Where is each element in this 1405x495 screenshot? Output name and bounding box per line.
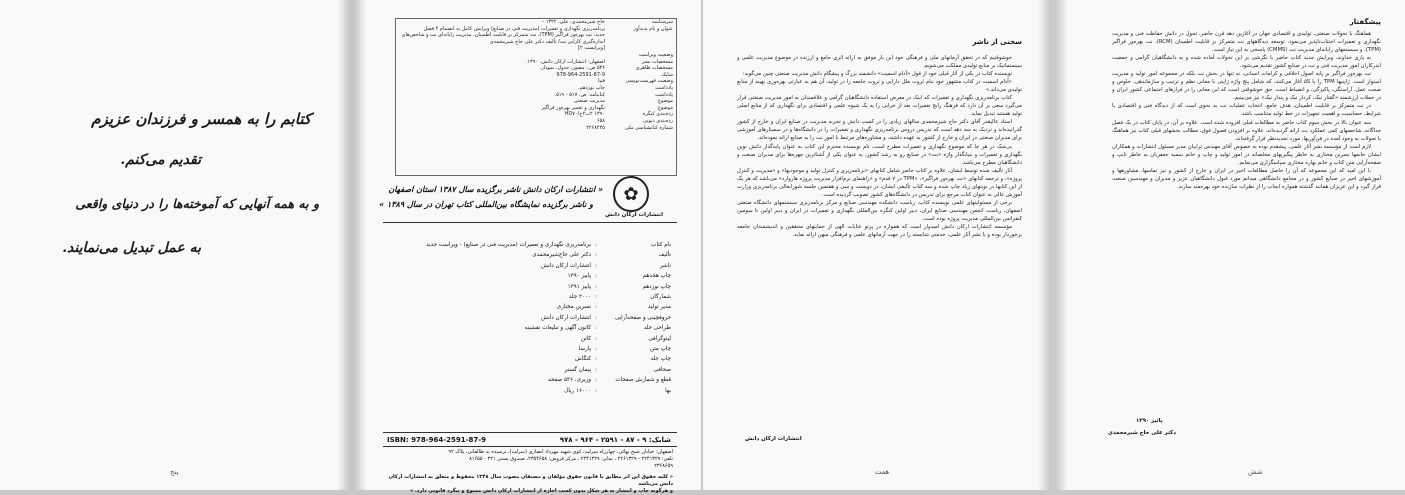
spec-key: چاپ هجدهم	[642, 273, 671, 280]
cip-key: موضوع	[657, 98, 673, 105]
cip-row	[396, 72, 676, 79]
dedication-line: کتابم را به همسر و فرزندان عزیزم	[91, 110, 311, 128]
cip-value: اصفهان: انتشارات ارکان دانش، ۱۳۹۰.	[525, 58, 605, 65]
cip-value: ۱۳۹۰ ۲ب۲ح/HD۷۰	[564, 111, 605, 118]
paragraph: بی‌شک در هر جا که موضوع نگهداری و تعمیرات مطرح است، نام نویسنده محترم این کتاب به عنوان پایه‌گذار دانش نوین نگهداری و تعمیرات و بنیانگذار واژه «نت» در صنایع رو به رشد کشور، به عنوان یکی از آشناترین چهره‌ها برای مدیران صنعت و دانشگاهیان مطرح می‌باشد.	[737, 143, 1022, 166]
section-title: پیشگفتار	[1349, 18, 1381, 26]
spec-key: چاپ جلد	[650, 356, 671, 363]
paragraph: مؤسسه انتشارات ارکان دانش امیدوار است که همواره در پرتو عنایات الهی از حمایتهای محققین و اندیشمندان جامعه برخوردار بوده و با نشر آثار علمی، خدمتی شایسته را در جهت آرمانهای علمی و فرهنگی میهن ارائه نماید.	[737, 223, 1022, 239]
paragraph: با این امید که این مجموعه که آن را حاصل مطالعات اخیر در ایران و خارج از کشور و نیز تماسها، مشاورهها و آموزشهای اخیر در صنایع کشور و در مجامع دانشگاهی میدانم مورد قبول دانشگاهیان عزیز و مدیران و مهندسین صنعت قرار گیرد و این عزیزان همانند گذشته همواره ایجاب را از نظرات سازنده خود بهره‌مند سازند.	[1112, 167, 1381, 190]
cip-key: عنوان و نام پدیدآور	[633, 25, 673, 32]
spec-value: پارسا	[578, 346, 591, 353]
spec-row	[399, 302, 671, 312]
cip-value: چاپ نوزدهم.	[577, 84, 605, 91]
paragraph: کتاب برنامه‌ریزی نگهداری و تعمیرات که اینک در معرض استفاده دانشگاهیان گرامی و علاقمندان به امور مدیریت صنعتی قرار می‌گیرد سعی بر آن دارد که فرهنگ رایج تعمیرات بعد از خرابی را به یک شیوه علمی و اقتصادی برای نگهداری که از منابع اصلی تولید هستند تبدیل نماید.	[737, 95, 1022, 118]
paragraph: «آدام اسمیت در کتاب مشهور خود بنام ثروت ملل دارایی و ثروت جامعه را در تولید، آن هم به عبارتی بهره‌وری بهینه از منابع تولیدی می‌داند.»	[737, 79, 1022, 94]
spec-colon: :	[595, 346, 597, 353]
cip-key: وضعیت ویراست	[638, 51, 673, 58]
dedication-line: به عمل تبدیل می‌نمایند.	[62, 240, 201, 256]
spec-key: مدیر تولید	[647, 304, 671, 311]
book-specs-table	[399, 240, 671, 396]
cip-key: مشخصات ظاهری	[635, 65, 673, 72]
cip-catalog-box	[395, 18, 677, 176]
spec-value: انتشارات ارکان دانش	[540, 262, 591, 269]
spec-value: کانون آگهی و تبلیغات نقشینه	[524, 325, 591, 332]
spec-key: تألیف	[658, 252, 671, 259]
spec-key: حروفچینی و صفحه‌آرایی	[614, 314, 671, 321]
cip-key: شابک	[661, 71, 673, 78]
cip-row	[396, 32, 676, 39]
award-line: « انتشارات ارکان دانش ناشر برگزیده سال ۱۳۸۷ استان اصفهان	[388, 184, 603, 194]
spec-colon: :	[595, 377, 597, 384]
cip-row	[396, 45, 676, 52]
cip-key: شماره کتابشناسی ملی	[625, 124, 673, 131]
spec-value: پیمان گستر	[564, 366, 591, 373]
publisher-address	[383, 449, 673, 470]
preface-date: پائیز ۱۳۹۰	[1136, 418, 1163, 424]
cip-value: کتابنامه: ص. ۵۱۷ - ۵۱۹.	[554, 91, 605, 98]
spec-key: صحافی	[653, 366, 671, 373]
spec-row	[399, 250, 671, 260]
spec-key: نام کتاب	[651, 242, 671, 248]
copyright-notice	[383, 474, 673, 495]
page-fold-shadow	[1038, 0, 1052, 490]
cip-value: مدیریت صنعتی	[573, 98, 605, 105]
divider	[383, 222, 677, 223]
spec-colon: :	[595, 273, 597, 280]
cip-key: موضوع	[657, 104, 673, 111]
cip-value: ۶۵۸	[596, 117, 605, 124]
page-fold-shadow	[353, 0, 367, 490]
divider	[383, 432, 677, 433]
spec-colon: :	[595, 356, 597, 363]
cip-key: رده‌بندی دیویی	[642, 117, 673, 124]
spec-value: ۱۶۰۰۰ ریال	[564, 387, 591, 394]
spec-row	[399, 386, 671, 396]
spec-value: برنامه‌ریزی نگهداری و تعمیرات (مدیریت فنی در صنایع) - ویراست جدید	[426, 242, 591, 248]
page-number: هفت	[875, 468, 890, 476]
award-line: و ناشر برگزیده نمایشگاه بین‌المللی کتاب تهران در سال ۱۳۸۹ »	[379, 199, 593, 209]
cip-row	[396, 98, 676, 105]
spec-colon: :	[595, 283, 597, 290]
cip-row	[396, 19, 676, 26]
spec-colon: :	[595, 262, 597, 269]
address-line: تلفن: ۲۲۴۱۳۲۹ - ۲۲۶۱۳۲۹ ، نمابر: ۲۲۴۱۳۲۹ ، مرکز فروش: ۲۳۵۴۶۵۸، صندوق پستی ۳۲۱ - ۸۱۶۵۵	[469, 456, 673, 462]
paragraph: به یاری خداوند، ویرایش جدید کتاب حاضر با نگرشی بر این تحولات آماده شده و به دانشگاهیان گرامی و جمعیت اندرکاران امور مدیریت فنی و نت در صنایع کشور تقدیم می‌شود.	[1112, 55, 1381, 70]
address-line: اصفهان: خیابان شیخ بهائی، چهارراه سرلت، کوی شهید مهرداد انصاری (سرلت)، نرسیده به طالقانی، پلاک ۹۲	[448, 449, 673, 455]
cip-row	[396, 105, 676, 112]
cip-key	[611, 45, 676, 52]
spec-row	[399, 292, 671, 302]
spec-value: پاییز ۱۳۹۰	[567, 273, 591, 280]
spec-key: بها	[665, 387, 671, 394]
spec-key: شمارگان	[650, 294, 671, 301]
rights-line: « کلیه حقوق این اثر مطابق با قانون حقوق مؤلفان و مصنفان مصوب سال ۱۳۴۸ محفوظ و متعلق به انتشارات ارکان دانش می‌باشد	[388, 474, 673, 487]
cip-row	[396, 59, 676, 66]
spec-key: طراحی جلد	[643, 325, 671, 332]
publisher-note-page	[703, 0, 1053, 490]
cip-value: ۵۳۶ ص.: مصور، جدول، نمودار.	[539, 65, 605, 72]
cip-value: فیپا	[598, 78, 605, 85]
spec-colon: :	[595, 366, 597, 373]
cip-row	[396, 125, 676, 132]
cip-key: یادداشت	[655, 84, 673, 91]
spec-colon: :	[595, 242, 597, 248]
page-number: پنج	[170, 468, 179, 476]
isbn-farsi: شابک: ۹ - ۸۷ - ۲۵۹۱ - ۹۶۴ - ۹۷۸	[559, 436, 671, 444]
spec-row	[399, 313, 671, 323]
cip-row	[396, 52, 676, 59]
spec-row	[399, 354, 671, 364]
spec-key: ناشر	[659, 262, 671, 269]
cip-value: 978-964-2591-87-9	[556, 71, 605, 78]
spec-row	[399, 240, 671, 250]
spec-colon: :	[595, 252, 597, 259]
page-fold-shadow	[337, 0, 351, 490]
spec-key: قطع و شمارش صفحات	[615, 377, 671, 384]
divider	[383, 446, 677, 447]
spec-value: کنگاش	[575, 356, 591, 363]
paragraph: لازم است از مؤسسه نشر آثار علمی، پیشقدم بوده به خصوص آقای مهندس ترابیان مدیر مسئول انتشارات و همکاران ایشان خانمها نسرین مختاری به خاطر پیگیریهای مخلصانه در امور تولید و چاپ و خانم سمیه جعفریان به خاطر تایپ و صفحه‌آرایی متن کتاب و خانم بهاره مختاری سپاسگزاری می‌نمایم.	[1112, 143, 1381, 166]
page-number: شش	[1248, 468, 1263, 476]
paragraph: نویسنده کتاب در یکی از آثار قبلی خود از قول «آدام اسمیت» دانشمند بزرگ و پیشگام دانش مدیریت صنعتی چنین می‌گوید:	[742, 71, 1012, 78]
spec-value: کاتن	[580, 335, 591, 342]
paragraph: برخی از مسئولیتهای علمی نویسنده کتاب، ریاست دانشکده مهندسی صنایع و مرکز برنامه‌ریزی سیستمهای دانشگاه صنعتی اصفهان، ریاست انجمن مهندسی صنایع ایران، دبیر اولین کنگره بین‌المللی نگهداری و تعمیرات در ایران و دبیر اولین تا سومین کنفرانس بین‌المللی مدیریت پروژه بوده است.	[737, 199, 1022, 222]
spec-value: وزیری، ۵۳۶ صفحه	[548, 377, 591, 384]
spec-colon: :	[595, 387, 597, 394]
dedication-page	[0, 0, 351, 490]
isbn-latin: ISBN: 978-964-2591-87-9	[387, 436, 487, 444]
spec-key: چاپ متن	[649, 346, 671, 353]
spec-row	[399, 271, 671, 281]
publisher-signature: انتشارات ارکان دانش	[745, 436, 802, 442]
preface-author: دکتر علی حاج شیرمحمدی	[1108, 430, 1176, 436]
spec-value: دکتر علی حاج‌شیرمحمدی	[532, 252, 591, 259]
cip-row	[396, 85, 676, 92]
cip-value: حاج شیرمحمدی، علی، ۱۳۲۲ -	[542, 19, 605, 25]
spec-colon: :	[595, 294, 597, 301]
section-title: سخنی از ناشر	[972, 38, 1022, 46]
cip-row	[396, 65, 676, 72]
address-line: ۲۳۶۸۶۵۹	[654, 463, 673, 469]
cip-value: اندازه‌گیری کارایی نت/ تألیف دکتر علی حاج شیرمحمدی	[489, 38, 605, 45]
paragraph: سه عنوان بالا در بخش سوم کتاب حاضر به مطالعات قبلی افزوده شده است. علاوه بر آن، در پایان کتاب در یک فصل جداگانه، شاخصهای کمی عملکرد نت ارائه گردیده‌اند. علاوه بر افزودن فصول فوق، مطالب بخشهای قبلی کتاب نیز هماهنگ با تحولات به وجود آمده در فن‌آوریها، مورد تجدیدنظر قرار گرفته‌اند.	[1112, 119, 1381, 142]
cip-key	[611, 32, 676, 39]
cip-key	[611, 39, 676, 46]
paragraph: آثار تألیف شده توسط ایشان، علاوه بر کتاب حاضر شامل کتابهای «برنامه‌ریزی و کنترل تولید و موجودیها» و «مدیریت و کنترل پروژه»، و ترجمه کتابهای «نت بهره‌ور فراگیر»، «TPM در ۷ قدم» و «راهنمای نرم‌افزار مدیریت پروژه هاروارد» می‌باشد که هر یک از این کتابها در نوبتهای زیاد چاپ شده و سه کتاب تألیفی ایشان، در دویست و سی و هفتمین جلسه شورایعالی برنامه‌ریزی وزارت آموزش عالی به عنوان کتاب مرجع برای تدریس در دانشگاه‌های کشور تصویب گردیده است.	[737, 167, 1022, 198]
spec-colon: :	[595, 335, 597, 342]
cip-key: یادداشت	[655, 91, 673, 98]
copyright-page	[353, 0, 701, 494]
paragraph: استاد عالیقدر آقای دکتر حاج شیرمحمدی سالهای زیادی را در کسب دانش و تجربه مدیریت در صنایع ایران و خارج از کشور گذرانیده‌اند و نزدیک به سه دهه است که تدریس دروس برنامه‌ریزی نگهداری و تعمیرات را در دانشگاه‌ها و در سمینارهای آموزشی برای مدیران صنعتی در ایران و خارج از کشور به عهده داشته، و مشاوره‌های مرتبط با امور نت را به صنایع ارائه نموده‌اند.	[737, 119, 1022, 142]
cip-row	[396, 78, 676, 85]
spec-row	[399, 261, 671, 271]
spec-row	[399, 334, 671, 344]
rights-line: و هرگونه چاپ و انتشار به هر شکل بدون کسب اجازه از انتشارات ارکان دانش ممنوع و پیگرد قانونی دارد. »	[409, 488, 673, 494]
spec-row	[399, 323, 671, 333]
cip-key: رده‌بندی کنگره	[642, 111, 673, 118]
preface-text	[1112, 30, 1381, 191]
cip-row	[396, 39, 676, 46]
spec-colon: :	[595, 304, 597, 311]
spec-key: لیتوگرافی	[648, 335, 671, 342]
dedication-line: و به همه آنهایی که آموخته‌ها را در دنیای واقعی	[75, 196, 319, 211]
spec-value: نسرین مختاری	[556, 304, 591, 311]
spec-row	[399, 375, 671, 385]
spec-row	[399, 344, 671, 354]
spec-value: ۲۰۰۰ جلد	[568, 294, 591, 301]
cip-row	[396, 92, 676, 99]
spec-value: انتشارات ارکان دانش	[540, 314, 591, 321]
preface-page	[1054, 0, 1405, 490]
spec-colon: :	[595, 314, 597, 321]
cip-key: وضعیت فهرست‌نویسی	[625, 78, 673, 85]
cip-key: مشخصات نشر	[641, 58, 673, 65]
spec-key: چاپ نوزدهم	[642, 283, 671, 290]
publisher-note-text	[737, 54, 1022, 239]
cip-value: جدید: نت بهره‌ور فراگیر (TPM)، نت متمرکز بر قابلیت اطمینان، مدیریت رایانه‌ای نت و شاخص‌های	[401, 32, 605, 39]
cip-key: سرشناسه	[651, 19, 673, 25]
paragraph: خوشوقتیم که در تحقق آرمانهای ملی و فرهنگی خود این بار موفق به ارائه اثری جامع و ارزنده در موضوع مدیریت علمی و سیستماتیک بر منابع تولیدی مملکت می‌شویم.	[737, 55, 1022, 70]
cip-row	[396, 111, 676, 118]
cip-row	[396, 118, 676, 125]
spec-row	[399, 365, 671, 375]
cip-value	[396, 52, 611, 59]
dedication-line: تقدیم می‌کنم.	[120, 152, 201, 168]
spec-value: پاییز ۱۳۹۱	[567, 283, 591, 290]
paragraph: هماهنگ با تحولات صنعتی، تولیدی و اقتصادی جهان در آغازین دهه قرن حاضر، تحول در دانش حفاظت فنی و مدیریت نگهداری و تعمیرات اجتناب‌ناپذیر می‌نمود. توسعه دیدگاههای نت متمرکز بر قابلیت اطمینان (RCM)، نت بهره‌ور فراگیر (TPM)، و سیستمهای رایانه‌ای مدیریت نت (CMMS) پاسخی به این نیاز است.	[1112, 31, 1381, 54]
isbn-row	[387, 436, 671, 444]
cip-value: برنامه‌ریزی نگهداری و تعمیرات (مدیریت فنی در صنایع) ویرایش کامل به انضمام ۴ فصل	[423, 25, 605, 32]
page-fold-shadow	[1054, 0, 1068, 490]
spec-colon: :	[595, 325, 597, 332]
cip-value: ۲۲۶۸۴۳۵	[586, 124, 605, 131]
publisher-logo-icon: ✿	[613, 176, 649, 212]
paragraph: در نت متمرکز بر قابلیت اطمینان، هدف جامع، انتخاب عملیات نت به نحوی است که از دیدگاه فنی و اقتصادی با شرایط، حساسیت و اهمیت تجهیزات در خط تولید متناسب باشد.	[1112, 103, 1381, 118]
spec-row	[399, 282, 671, 292]
cip-value: [ویرایست ۲]	[578, 45, 605, 52]
paragraph: نت بهره‌ور فراگیر بر پایه اصول اخلاقی و کرامات انسانی، نه تنها در بخش نت بلکه در مجموعه امور تولید و مدیریت استوار است. ژاپنیها TPM را با ۵S آغاز می‌کنند، که شامل پنج واژه ژاپنی با معانی نظم و ترتیب و سازماندهی، خلوص و صحت عمل، آراستگی، پاکیزگی، و انضباط است. حق خوشوقتی است که این معانی را در فرازهای اجتماعی کشور ایران و در جملات ارزشمند «گفتار نیک، کردار نیک و پندار نیک» نیز می‌بینیم.	[1112, 71, 1381, 102]
publisher-name: انتشارات ارکان دانش	[605, 212, 663, 218]
cip-value: نگهداری و تعمیر بهره‌ور فراگیر	[541, 104, 605, 111]
